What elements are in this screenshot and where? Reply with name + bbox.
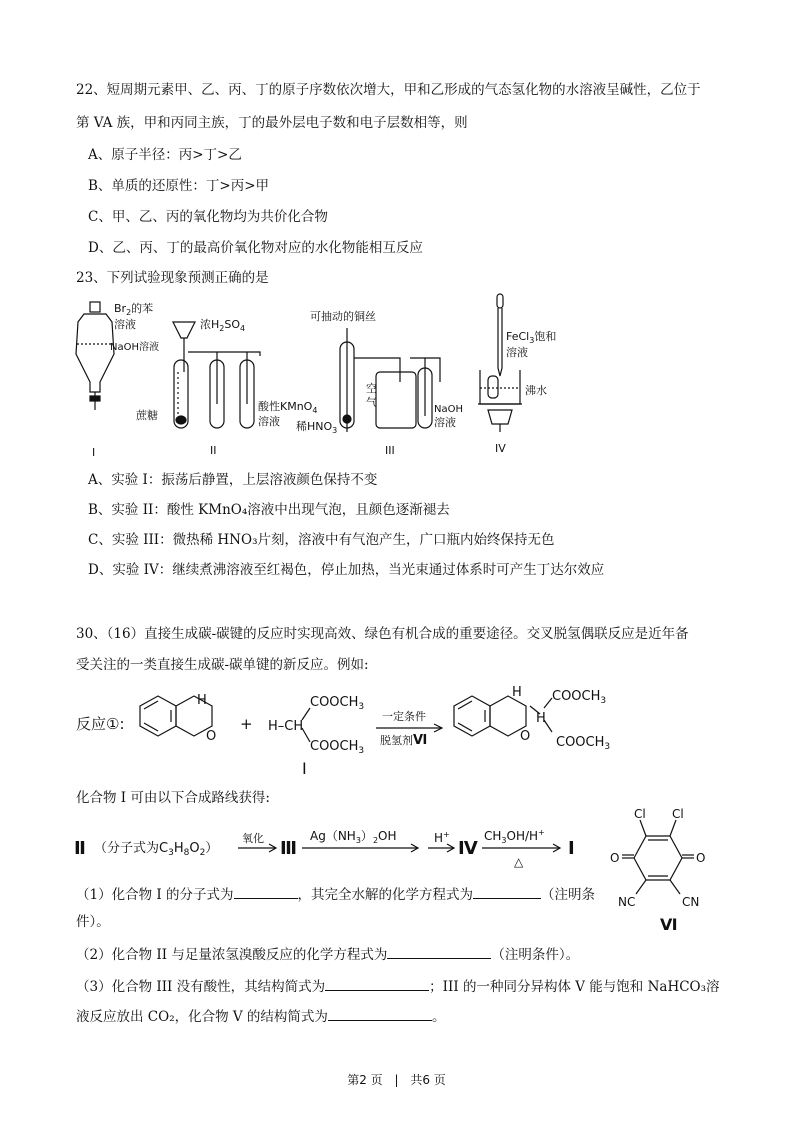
q22-option-c: C、甲、乙、丙的氧化物均为共价化合物 bbox=[88, 209, 328, 225]
fig-iv-solution-label: 溶液 bbox=[506, 346, 528, 359]
fig-iii-hno3-label: 稀$HNO_3$ bbox=[296, 420, 338, 435]
q23-stem: 23、下列试验现象预测正确的是 bbox=[76, 270, 269, 286]
vi-nc: NC bbox=[618, 895, 636, 909]
reaction-condition-top: 一定条件 bbox=[382, 710, 426, 723]
reaction-label: 反应①: bbox=[76, 715, 125, 733]
q30-stem-line1: 30、（16）直接生成碳-碳键的反应时实现高效、绿色有机合成的重要途径。交叉脱氢偶联反应是近年备 bbox=[76, 626, 689, 642]
fig-roman-iii: III bbox=[385, 444, 395, 457]
q30-sub1-blank-2[interactable] bbox=[473, 884, 541, 899]
reaction-o-1: O bbox=[206, 729, 217, 744]
fig-i-naoh-label: NaOH溶液 bbox=[110, 342, 159, 353]
q30-sub3-text-d: 。 bbox=[431, 1009, 446, 1025]
fig-iv-boil-label: 沸水 bbox=[525, 384, 547, 397]
footer-total: 共6 页 bbox=[410, 1073, 446, 1087]
test-tubes-icon bbox=[173, 322, 260, 428]
fig-i-br2-label: $Br_2$的苯 bbox=[114, 302, 154, 317]
reaction-hch: H–CH bbox=[268, 719, 304, 734]
q30-sub1-text-c: （注明条 bbox=[541, 887, 596, 903]
q30-sub2-text-b: （注明条件）。 bbox=[491, 947, 580, 963]
page-footer bbox=[0, 1071, 793, 1088]
route-i: I bbox=[568, 838, 575, 859]
q30-sub1-blank-1[interactable] bbox=[234, 884, 298, 899]
q30-sub3-text-c: 液反应放出 CO₂，化合物 V 的结构简式为 bbox=[76, 1009, 328, 1025]
reaction-1-scheme bbox=[70, 684, 630, 784]
fig-ii-solution-label: 溶液 bbox=[258, 415, 280, 428]
separatory-funnel-icon bbox=[76, 302, 114, 410]
quinone-ring-icon bbox=[622, 820, 694, 894]
fig-iii-copper-label: 可抽动的铜丝 bbox=[310, 310, 376, 323]
q23-apparatus-figure bbox=[70, 292, 610, 462]
q30-sub1-line1 bbox=[76, 884, 595, 905]
q30-stem-line2: 受关注的一类直接生成碳-碳单键的新反应。例如: bbox=[76, 657, 369, 673]
reaction-condition-bottom: 脱氢剂Ⅵ bbox=[380, 733, 428, 748]
reaction-plus: + bbox=[240, 715, 253, 733]
fig-ii-sucrose-label: 蔗糖 bbox=[136, 409, 158, 422]
reaction-compound-i: I bbox=[302, 759, 307, 778]
q30-sub3-text-b: ；III 的一种同分异构体 V 能与饱和 NaHCO₃溶 bbox=[429, 979, 720, 995]
q30-sub3-blank-2[interactable] bbox=[328, 1006, 432, 1021]
route-ag-reagent: $Ag(NH_3)_2OH$ bbox=[310, 829, 397, 845]
copper-wire-apparatus-icon bbox=[340, 328, 440, 432]
product-ch: H bbox=[536, 711, 546, 726]
q30-sub3-text-a: （3）化合物 III 没有酸性，其结构简式为 bbox=[76, 979, 326, 995]
synthesis-route bbox=[70, 818, 600, 878]
compound-vi-structure bbox=[606, 806, 726, 936]
route-iii: Ⅲ bbox=[280, 838, 298, 859]
reaction-cooch3-bottom: $COOCH_3$ bbox=[310, 739, 365, 756]
fig-i-solution-label: 溶液 bbox=[114, 318, 136, 331]
q22-option-a: A、原子半径：丙>丁>乙 bbox=[88, 147, 242, 163]
q22-stem-line1: 22、短周期元素甲、乙、丙、丁的原子序数依次增大，甲和乙形成的气态氢化物的水溶液呈碱性，乙位于 bbox=[76, 82, 701, 98]
fig-iv-fecl3-label: FeCl$_3$饱和 bbox=[506, 330, 557, 345]
q23-option-a: A、实验 I：振荡后静置，上层溶液颜色保持不变 bbox=[88, 472, 378, 488]
vi-o-left: O bbox=[610, 851, 620, 865]
fig-ii-h2so4-label: 浓$H_2SO_4$ bbox=[200, 318, 246, 333]
fig-iii-air-label-1: 空 bbox=[366, 382, 377, 395]
q23-option-d: D、实验 IV：继续煮沸溶液至红褐色，停止加热，当光束通过体系时可产生丁达尔效应 bbox=[88, 562, 605, 578]
fig-iii-solution-label: 溶液 bbox=[434, 416, 456, 429]
q30-sub3-line1 bbox=[76, 976, 720, 997]
q22-option-b: B、单质的还原性：丁>丙>甲 bbox=[88, 178, 270, 194]
reaction-h-1: H bbox=[197, 693, 207, 708]
q30-sub2-line bbox=[76, 944, 579, 965]
product-o: O bbox=[520, 729, 531, 744]
product-cooch3-top: $COOCH_3$ bbox=[552, 689, 607, 706]
footer-page: 第2 页 bbox=[347, 1073, 383, 1087]
fig-iii-naoh-label: NaOH bbox=[434, 404, 463, 415]
boiling-beaker-icon bbox=[478, 294, 522, 432]
route-meoh: $CH_3OH/H^+$ bbox=[484, 828, 545, 845]
route-iv: Ⅳ bbox=[458, 838, 478, 859]
q30-sub2-text-a: （2）化合物 II 与足量浓氢溴酸反应的化学方程式为 bbox=[76, 947, 388, 963]
q30-sub1-text-b: ，其完全水解的化学方程式为 bbox=[297, 887, 474, 903]
fig-iii-air-label-2: 气 bbox=[366, 396, 377, 409]
fig-ii-kmno4-label: 酸性KMnO$_4$ bbox=[258, 400, 318, 415]
product-h: H bbox=[512, 685, 522, 700]
route-oxidize: 氧化 bbox=[242, 832, 264, 845]
q22-stem-line2: 第 VA 族，甲和丙同主族，丁的最外层电子数和电子层数相等，则 bbox=[76, 115, 468, 131]
route-heat: △ bbox=[514, 855, 524, 869]
q30-sub1-text-a: （1）化合物 I 的分子式为 bbox=[76, 887, 234, 903]
vi-label: Ⅵ bbox=[660, 915, 678, 934]
reaction-cooch3-top: $COOCH_3$ bbox=[310, 695, 365, 712]
fig-roman-i: I bbox=[92, 446, 96, 459]
vi-cl-left: Cl bbox=[634, 807, 646, 821]
q23-option-b: B、实验 II：酸性 KMnO₄溶液中出现气泡，且颜色逐渐褪去 bbox=[88, 502, 450, 518]
q30-sub3-line2 bbox=[76, 1006, 445, 1027]
fig-roman-iv: IV bbox=[495, 442, 506, 455]
q30-sub1-line2: 件）。 bbox=[76, 914, 110, 930]
fig-roman-ii: II bbox=[210, 444, 217, 457]
q30-sub3-blank-1[interactable] bbox=[325, 976, 429, 991]
footer-separator: | bbox=[394, 1073, 399, 1087]
product-cooch3-bottom: $COOCH_3$ bbox=[556, 735, 611, 752]
q30-route-intro: 化合物 I 可由以下合成路线获得: bbox=[76, 790, 270, 806]
vi-cn: CN bbox=[682, 895, 700, 909]
q23-option-c: C、实验 III：微热稀 HNO₃片刻，溶液中有气泡产生，广口瓶内始终保持无色 bbox=[88, 532, 555, 548]
vi-o-right: O bbox=[696, 851, 706, 865]
route-ii: Ⅱ bbox=[74, 838, 86, 859]
vi-cl-right: Cl bbox=[672, 807, 684, 821]
q22-option-d: D、乙、丙、丁的最高价氧化物对应的水化物能相互反应 bbox=[88, 240, 423, 256]
q30-sub2-blank[interactable] bbox=[387, 944, 491, 959]
route-hplus: H+ bbox=[434, 830, 450, 845]
route-formula: （分子式为$C_3H_8O_2$） bbox=[94, 841, 219, 858]
